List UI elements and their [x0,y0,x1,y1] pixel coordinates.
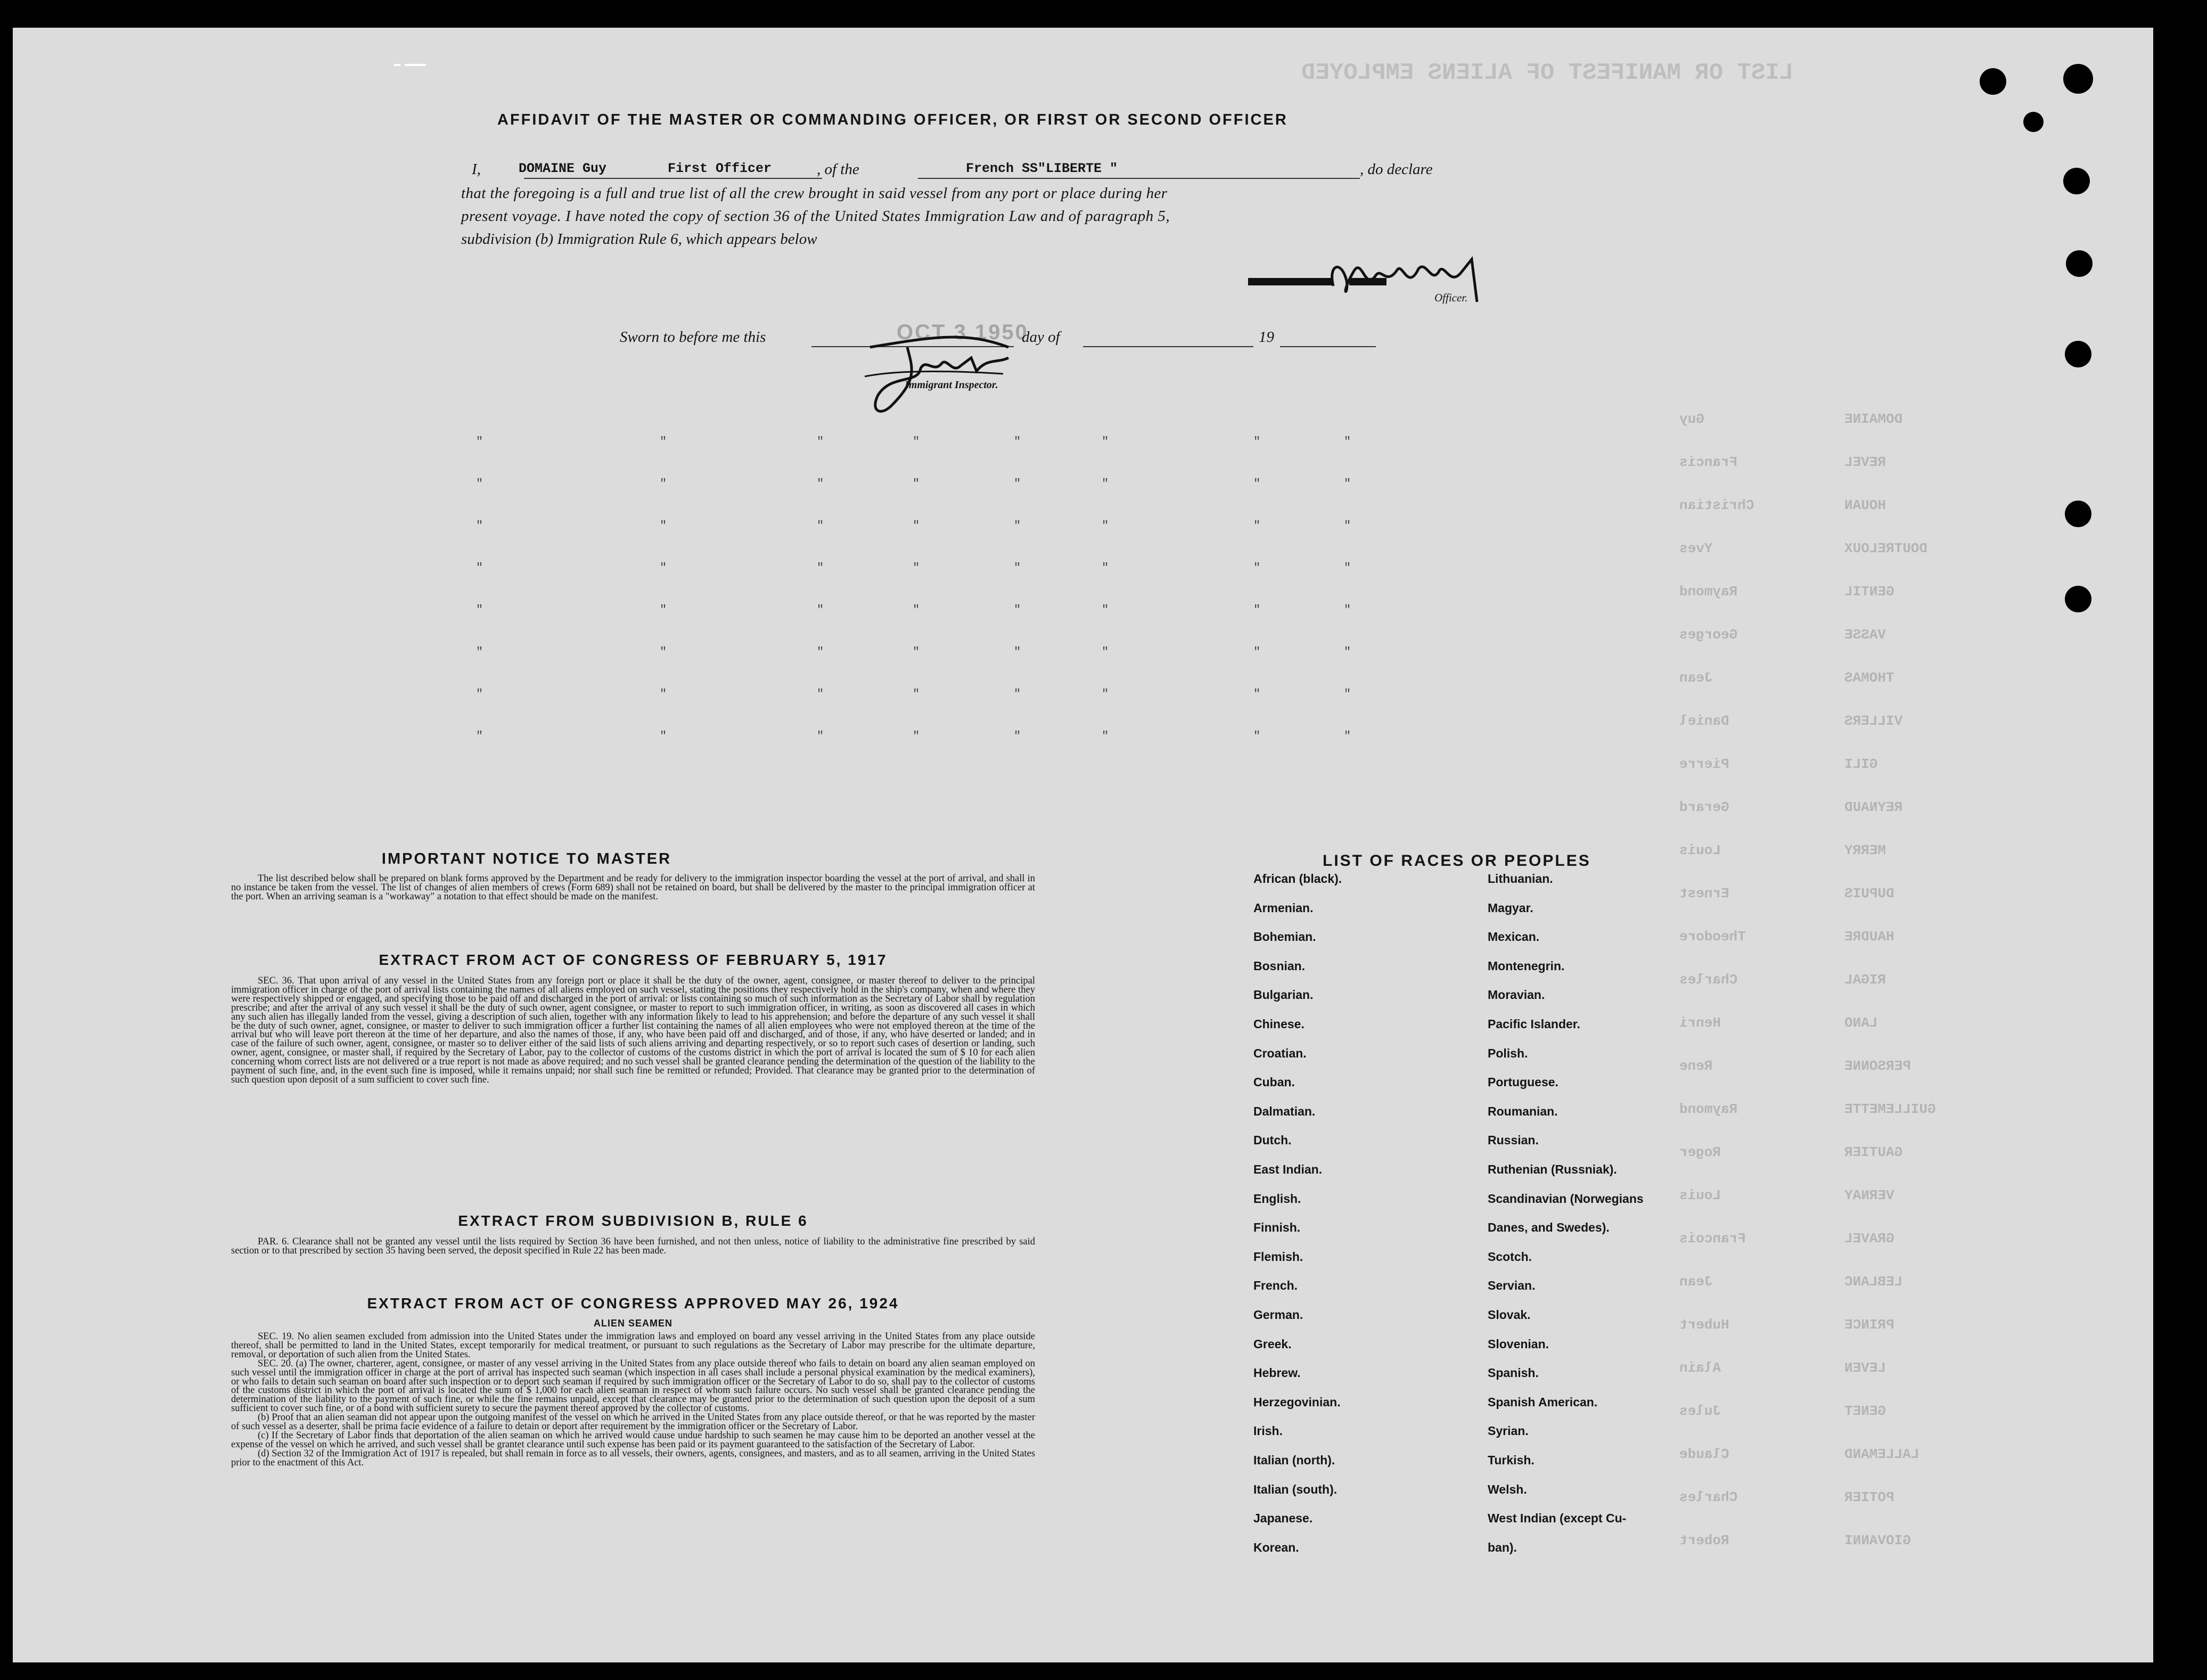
ditto-mark: " [660,519,667,532]
extract-1924-title: EXTRACT FROM ACT OF CONGRESS APPROVED MAY 26, 1924 [367,1295,899,1312]
month-underline [1083,346,1253,347]
race-item: French. [1253,1279,1298,1293]
top-dashes [405,64,426,66]
race-item: Polish. [1488,1046,1528,1060]
bleed-surname: GENET [1844,1403,1886,1419]
ditto-mark: " [476,603,483,617]
bleed-surname: VASSE [1844,627,1886,643]
ditto-mark: " [1344,477,1351,490]
bleed-surname: DOMAINE [1844,411,1903,427]
notice-paragraph: The list described below shall be prepared on blank forms approved by the Department and be ready for delivery to the immigration inspector boarding the vessel at the port of arrival, and shall in no instance be taken from the vessel. The list of changes of alien members of crews (Form 689) shall not be retained on board, but shall be delivered by the master to the principal immigration officer at the port. When an arriving seaman is a "workaway" a notation to that effect should be made on the manifest. [231,873,1035,902]
race-item: Montenegrin. [1488,958,1565,973]
officer-label: Officer. [1434,291,1468,304]
bleed-given-name: Jean [1679,1274,1713,1290]
bleed-surname: PERSONNE [1844,1058,1911,1074]
race-item: Chinese. [1253,1017,1304,1031]
ditto-mark: " [1102,687,1109,701]
race-item: Scandinavian (Norwegians [1488,1191,1644,1206]
ditto-mark: " [817,519,824,532]
race-item: Russian. [1488,1133,1539,1148]
race-item: Finnish. [1253,1220,1301,1235]
race-item: Lithuanian. [1488,872,1553,886]
bleed-surname: GRAVEL [1844,1231,1894,1247]
ditto-mark: " [1344,687,1351,701]
ditto-mark: " [1344,645,1351,659]
bleed-given-name: Claude [1679,1446,1729,1462]
top-dashes-2 [394,64,400,66]
race-item: Flemish. [1253,1249,1303,1264]
document-page [13,28,2153,1662]
bleed-given-name: Raymond [1679,584,1738,600]
ditto-mark: " [913,645,920,659]
bleed-surname: RIGAL [1844,972,1886,988]
ditto-mark: " [817,603,824,617]
ditto-mark: " [1014,687,1021,701]
officer-rank: First Officer [668,161,772,176]
bleed-given-name: Christian [1679,497,1754,513]
bleed-surname: GILI [1844,756,1878,772]
race-item: Syrian. [1488,1424,1529,1438]
sworn-text: Sworn to before me this [620,329,766,346]
race-item: Herzegovinian. [1253,1395,1341,1409]
ditto-mark: " [1344,435,1351,448]
bleed-surname: MERRY [1844,842,1886,858]
race-item: Slovenian. [1488,1337,1549,1351]
race-item: Japanese. [1253,1511,1313,1526]
ditto-mark: " [476,645,483,659]
ditto-mark: " [1253,561,1261,575]
rule6-paragraph: PAR. 6. Clearance shall not be granted any vessel until the lists required by Section 36 have been furnished, and not then unless, notice of liability to the administrative fine prescribed by said section or to that prescribed by section 35 having been served, the deposit specified in Rule 22 has been made. [231,1236,1035,1256]
ditto-mark: " [913,477,920,490]
bleed-surname: VERNAY [1844,1187,1894,1203]
ditto-mark: " [1253,519,1261,532]
bleed-given-name: Yves [1679,540,1713,556]
ditto-mark: " [817,561,824,575]
ditto-mark: " [1014,477,1021,490]
race-item: Hebrew. [1253,1366,1301,1380]
race-item: Cuban. [1253,1075,1295,1089]
bleed-given-name: Roger [1679,1144,1721,1160]
extract-1917-paragraph: SEC. 36. That upon arrival of any vessel in the United States from any foreign port or place it shall be the duty of the owner, agent, consignee, or master thereof to deliver to the principal immigration officer in charge of the port of arrival lists containing the names of all aliens employed on such vessel, stating the positions they respectively hold in the ship's company, when and where they were respectively shipped or engaged, and specifying those to be paid off and discharged in the port of arrival: or lists containing so much of such information as the Secretary of Labor shall by regulation prescribe; and after the arrival of any such vessel it shall be the duty of such owner, agent consignee, or master to report to such immigration officer, in writing, as soon as discovered all cases in which any such alien has illegally landed from the vessel, giving a description of such alien, together with any information likely to lead to his apprehension; and before the departure of any such vessel it shall be the duty of such owner, agnet, consignee, or master to deliver to such immigration officer a further list containing the names of all alien employees who were not employed thereon at the time of the arrival but who will leave port thereon at the time of her departure, and also the names of those, if any, who have been paid off and discharged, and of those, if any, who have deserted or landed; and in case of the failure of such owner, agent, consignee, or master so to deliver either of the said lists of such aliens arriving and departing respectively, or so to report such cases of desertion or landing, such owner, agent, consignee, or master shall, if required by the Secretary of Labor, pay to the collector of customs of the customs district in which the port of arrival is located the sum of $ 10 for each alien concerning whom correct lists are not delivered or a true report is not made as above required; and no such vessel shall be granted clearance pending the determination of the question of the liability to the payment of such fine, and, in the event such fine is imposed, while it remains unpaid; nor shall such fine be remitted or refunded; Provided. That clearance may be granted prior to the determination of such question upon deposit of a sum sufficient to cover such fine. [231,976,1035,1085]
bleed-surname: REVEL [1844,454,1886,470]
ditto-mark: " [476,519,483,532]
punch-hole [2023,112,2044,132]
officer-name: DOMAINE Guy [519,161,607,176]
race-item: African (black). [1253,872,1342,886]
extract-1917-title: EXTRACT FROM ACT OF CONGRESS OF FEBRUARY 5, 1917 [379,952,888,968]
ditto-mark: " [1253,603,1261,617]
ditto-mark: " [1344,603,1351,617]
inspector-label: Immigrant Inspector. [905,379,998,391]
rule6-body [231,1238,1035,1256]
affidavit-do-declare: , do declare [1360,161,1433,178]
ditto-mark: " [1102,603,1109,617]
race-item: English. [1253,1191,1301,1206]
bleed-surname: GUILLEMETTE [1844,1101,1936,1117]
bleed-surname: REYNAUD [1844,799,1903,815]
bleed-surname: GENTIL [1844,584,1894,600]
ditto-mark: " [913,687,920,701]
bleed-surname: LALLEMAND [1844,1446,1919,1462]
ditto-mark: " [913,561,920,575]
race-item: Spanish. [1488,1366,1539,1380]
ditto-mark: " [1253,687,1261,701]
race-item: Servian. [1488,1279,1536,1293]
ditto-mark: " [913,435,920,448]
affidavit-of-the: , of the [817,161,859,178]
race-item: Slovak. [1488,1308,1531,1322]
ditto-mark: " [476,730,483,743]
bleed-given-name: Charles [1679,1489,1738,1505]
race-item: Moravian. [1488,988,1545,1002]
bleed-surname: HOUAN [1844,497,1886,513]
ditto-mark: " [1253,645,1261,659]
race-item: Roumanian. [1488,1104,1558,1118]
bleed-given-name: Gerard [1679,799,1729,815]
race-item: Italian (north). [1253,1453,1335,1467]
ditto-mark: " [660,603,667,617]
notice-body [231,874,1035,902]
race-item: Italian (south). [1253,1482,1338,1496]
race-item: Turkish. [1488,1453,1535,1467]
ditto-mark: " [660,561,667,575]
race-item: Bulgarian. [1253,988,1314,1002]
bleed-surname: LANO [1844,1015,1878,1031]
sec-20c-paragraph: (c) If the Secretary of Labor finds that deportation of the alien seaman on which he arrived would cause undue hardship to such seamen he may cause him to be deported an another vessel at the expense of the vessel on which he arrived, and such vessel shall be grantet clearance until such expense has been paid or its payment guaranteed to the satisfaction of the Secretary of Labor. [231,1430,1035,1450]
punch-hole [2066,250,2093,277]
ditto-mark: " [817,645,824,659]
bleed-given-name: Daniel [1679,713,1729,729]
bleed-surname: POTIER [1844,1489,1894,1505]
bleed-surname: DUPUIS [1844,886,1894,902]
ditto-mark: " [1344,561,1351,575]
races-title: LIST OF RACES OR PEOPLES [1323,852,1591,870]
race-item: Korean. [1253,1540,1299,1554]
name-underline [524,178,822,179]
race-item: Spanish American. [1488,1395,1598,1409]
punch-hole [2063,64,2093,94]
bleed-surname: LEVEN [1844,1360,1886,1376]
bleed-given-name: Charles [1679,972,1738,988]
ditto-mark: " [1344,519,1351,532]
race-item: Irish. [1253,1424,1283,1438]
vessel-name: French SS"LIBERTE " [966,161,1118,176]
bleed-given-name: Pierre [1679,756,1729,772]
race-item: Pacific Islander. [1488,1017,1580,1031]
race-item: Bohemian. [1253,930,1316,944]
ditto-mark: " [1102,519,1109,532]
sec-20d-paragraph: (d) Section 32 of the Immigration Act of 1917 is repealed, but shall remain in force as to all vessels, their owners, agents, consignees, and masters, and as to all seamen, arriving in the United States prior to the enactment of this Act. [231,1448,1035,1468]
bleed-given-name: Alain [1679,1360,1721,1376]
bleed-surname: GIOVANNI [1844,1533,1911,1548]
ditto-mark: " [660,645,667,659]
bleed-surname: GAUTIER [1844,1144,1903,1160]
affidavit-line-2: that the foregoing is a full and true list of all the crew brought in said vessel from any port or place during her [461,185,1168,202]
bleed-given-name: Guy [1679,411,1704,427]
ditto-mark: " [660,477,667,490]
affidavit-line-3: present voyage. I have noted the copy of section 36 of the United States Immigration Law and of paragraph 5, [461,208,1170,225]
bleed-given-name: Jules [1679,1403,1721,1419]
ditto-mark: " [1253,435,1261,448]
ditto-mark: " [913,603,920,617]
race-item: Dutch. [1253,1133,1292,1148]
ditto-mark: " [660,687,667,701]
bleed-surname: VILLERS [1844,713,1903,729]
race-item: Mexican. [1488,930,1540,944]
ditto-mark: " [817,477,824,490]
affidavit-i: I, [472,161,481,178]
race-item: Armenian. [1253,900,1314,915]
punch-hole [1980,68,2006,95]
ditto-mark: " [660,435,667,448]
bleed-given-name: Ernest [1679,886,1729,902]
ditto-mark: " [1344,730,1351,743]
bleed-through-title: LIST OR MANIFEST OF ALIENS EMPLOYED [1301,60,1794,86]
ditto-mark: " [476,477,483,490]
race-item: German. [1253,1308,1303,1322]
sec-20a-paragraph: SEC. 20. (a) The owner, charterer, agent, consignee, or master of any vessel arriving in the United States from any place outside thereof who fails to detain on board any alien seaman employed on such vessel until the immigration officer in charge at the port of arrival has inspected such seaman (which inspection in all cases shall include a personal physical examination by the medical examiners), or who fails to detain such seaman on board after such inspection or to deport such seaman if required by such immigration officer or the Secretary of Labor to do so, shall pay to the collector of customs of the customs district in which the port of arrival is located the sum of $ 1,000 for each alien seaman in respect of whom such failure occurs. No such vessel shall be granted clearance pending the determination of the liability to the payment of such fine, or while the fine remains unpaid, except that clearance may be granted prior to the determination of such question upon the deposit of a sum sufficient to cover such fine, or of a bond with sufficient surety to secure the payment thereof approved by the collector of customs. [231,1358,1035,1414]
ditto-mark: " [1014,561,1021,575]
affidavit-title: AFFIDAVIT OF THE MASTER OR COMMANDING OFFICER, OR FIRST OR SECOND OFFICER [497,111,1288,128]
bleed-given-name: Robert [1679,1533,1729,1548]
ditto-mark: " [913,519,920,532]
ditto-mark: " [476,687,483,701]
race-item: West Indian (except Cu- [1488,1511,1627,1526]
bleed-given-name: Theodore [1679,929,1746,945]
race-item: Portuguese. [1488,1075,1558,1089]
bleed-given-name: Jean [1679,670,1713,686]
ditto-mark: " [913,730,920,743]
ditto-mark: " [817,435,824,448]
bleed-given-name: Rene [1679,1058,1713,1074]
race-item: East Indian. [1253,1162,1323,1176]
ditto-mark: " [817,730,824,743]
race-item: Welsh. [1488,1482,1527,1496]
bleed-surname: LEBLANC [1844,1274,1903,1290]
ditto-mark: " [1014,603,1021,617]
affidavit-line-4: subdivision (b) Immigration Rule 6, which appears below [461,231,817,248]
date-stamp: OCT 3 1950 [897,321,1029,344]
bleed-surname: HAUDRE [1844,929,1894,945]
ditto-mark: " [1102,730,1109,743]
bleed-given-name: Henri [1679,1015,1721,1031]
ditto-mark: " [1102,435,1109,448]
notice-title: IMPORTANT NOTICE TO MASTER [381,850,672,867]
punch-hole [2065,586,2091,612]
ditto-mark: " [1102,477,1109,490]
year-underline [1280,346,1376,347]
ditto-mark: " [476,561,483,575]
bleed-given-name: Georges [1679,627,1738,643]
ditto-mark: " [1014,730,1021,743]
inspector-signature [827,326,1030,422]
rule6-title: EXTRACT FROM SUBDIVISION B, RULE 6 [458,1212,808,1229]
bleed-given-name: Raymond [1679,1101,1738,1117]
bleed-given-name: Francis [1679,454,1738,470]
extract-1924-subtitle: ALIEN SEAMEN [593,1318,672,1329]
bleed-surname: PRINCE [1844,1317,1894,1333]
ditto-mark: " [660,730,667,743]
bleed-given-name: Louis [1679,842,1721,858]
ditto-mark: " [817,687,824,701]
punch-hole [2065,501,2091,527]
vessel-underline [918,178,1360,179]
extract-1924-body [231,1332,1035,1468]
race-item: Magyar. [1488,900,1533,915]
ditto-mark: " [1014,645,1021,659]
ditto-mark: " [1102,645,1109,659]
race-item: Scotch. [1488,1249,1532,1264]
bleed-surname: DOUTRELOUX [1844,540,1928,556]
sec-20b-paragraph: (b) Proof that an alien seaman did not appear upon the outgoing manifest of the vessel on which he arrived in the United States from any place outside thereof, or that he was reported by the master of such vessel as a deserter, shall be prima facie evidence of a failure to detain or deport after requirement by the immigration officer or the Secretary of Labor. [231,1412,1035,1432]
bleed-given-name: Hubert [1679,1317,1729,1333]
year-prefix: 19 [1259,329,1274,346]
bleed-given-name: Louis [1679,1187,1721,1203]
ditto-mark: " [1253,730,1261,743]
bleed-given-name: Francois [1679,1231,1746,1247]
ditto-mark: " [1102,561,1109,575]
race-item: Ruthenian (Russniak). [1488,1162,1617,1176]
race-item: ban). [1488,1540,1517,1554]
ditto-mark: " [1253,477,1261,490]
ditto-mark: " [1014,435,1021,448]
punch-hole [2065,341,2091,367]
punch-hole [2063,168,2090,194]
race-item: Dalmatian. [1253,1104,1316,1118]
sec-19-paragraph: SEC. 19. No alien seamen excluded from admission into the United States under the immigration laws and employed on board any vessel arriving in the United States from any place outside thereof, shall be permitted to land in the United States, except temporarily for medical treatment, or pursuant to such regulations as the Secretary of Labor may prescribe for the ultimate departure, removal, or deportation of such alien from the United States. [231,1331,1035,1360]
race-item: Greek. [1253,1337,1292,1351]
race-item: Danes, and Swedes). [1488,1220,1610,1235]
ditto-mark: " [476,435,483,448]
day-of-text: day of [1022,329,1060,346]
ditto-mark: " [1014,519,1021,532]
extract-1917-body [231,977,1035,1085]
bleed-surname: THOMAS [1844,670,1894,686]
race-item: Bosnian. [1253,958,1306,973]
race-item: Croatian. [1253,1046,1307,1060]
